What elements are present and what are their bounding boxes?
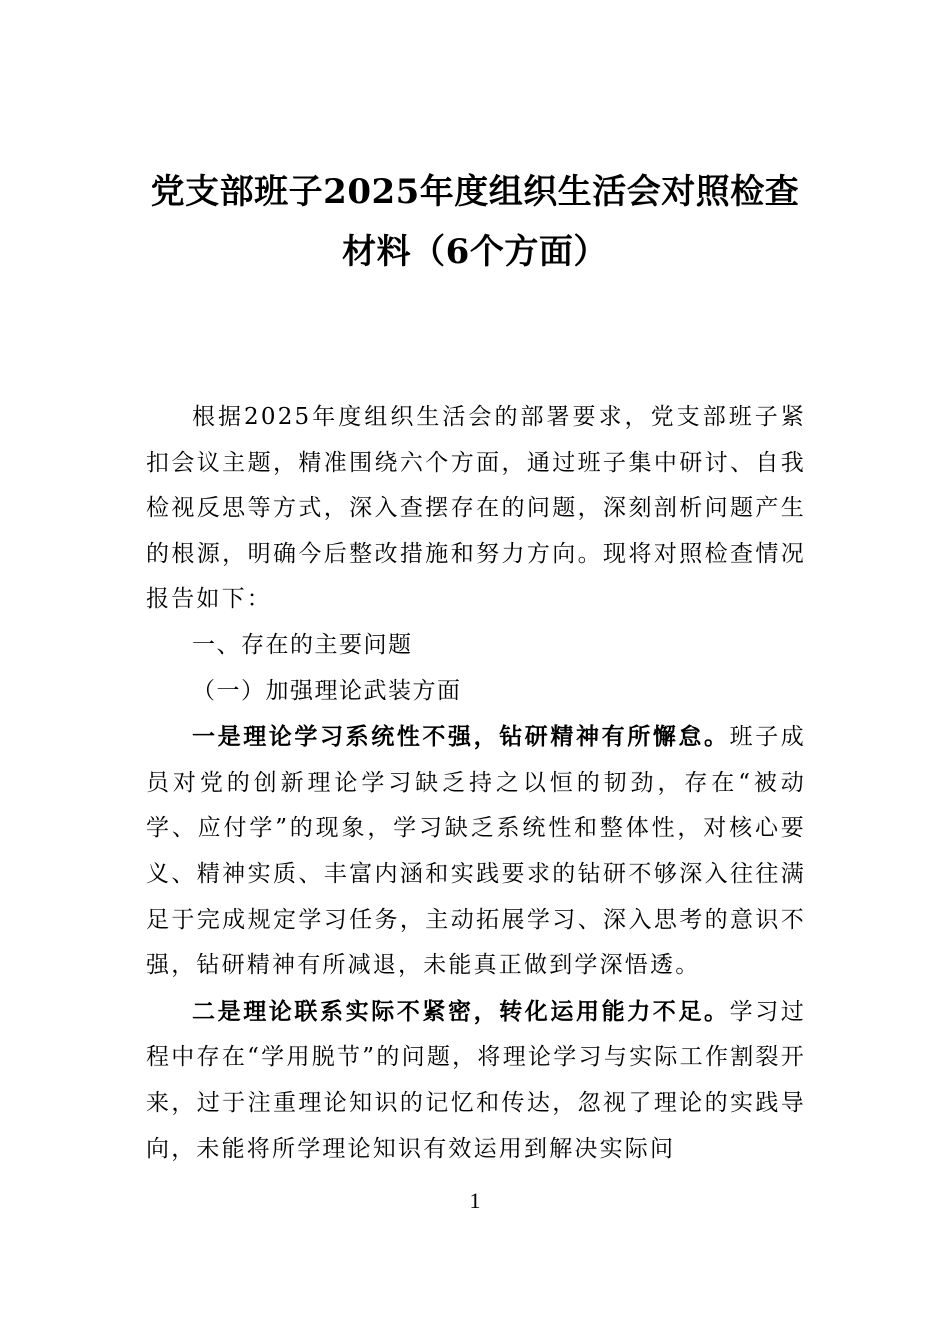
title-line-1: 党支部班子2025年度组织生活会对照检查 <box>150 172 800 212</box>
point-paragraph-1 <box>146 714 806 989</box>
title-line-2: 材料（6个方面） <box>342 232 608 272</box>
point-2-body: 学习过程中存在“学用脱节”的问题，将理论学习与实际工作割裂开来，过于注重理论知识的记忆和传达，忽视了理论的实践导向，未能将所学理论知识有效运用到解决实际问 <box>146 998 806 1162</box>
point-1-lead: 一是理论学习系统性不强，钻研精神有所懈怠。 <box>192 723 730 751</box>
point-paragraph-2 <box>146 989 806 1172</box>
subsection-heading-1: （一）加强理论武装方面 <box>192 677 462 704</box>
section-heading-1: 一、存在的主要问题 <box>192 631 413 658</box>
point-1-body: 班子成员对党的创新理论学习缺乏持之以恒的韧劲，存在“被动学、应付学”的现象，学习缺乏系统性和整体性，对核心要义、精神实质、丰富内涵和实践要求的钻研不够深入往往满足于完成规定学习任务，主动拓展学习、深入思考的意识不强，钻研精神有所减退，未能真正做到学深悟透。 <box>146 724 806 979</box>
document-title <box>140 162 810 282</box>
intro-paragraph: 根据2025年度组织生活会的部署要求，党支部班子紧扣会议主题，精准围绕六个方面，通过班子集中研讨、自我检视反思等方式，深入查摆存在的问题，深刻剖析问题产生的根源，明确今后整改措施和努力方向。现将对照检查情况报告如下： <box>146 404 806 613</box>
page-number: 1 <box>469 1188 481 1213</box>
point-2-lead: 二是理论联系实际不紧密，转化运用能力不足。 <box>192 997 730 1025</box>
document-body <box>146 395 806 1172</box>
